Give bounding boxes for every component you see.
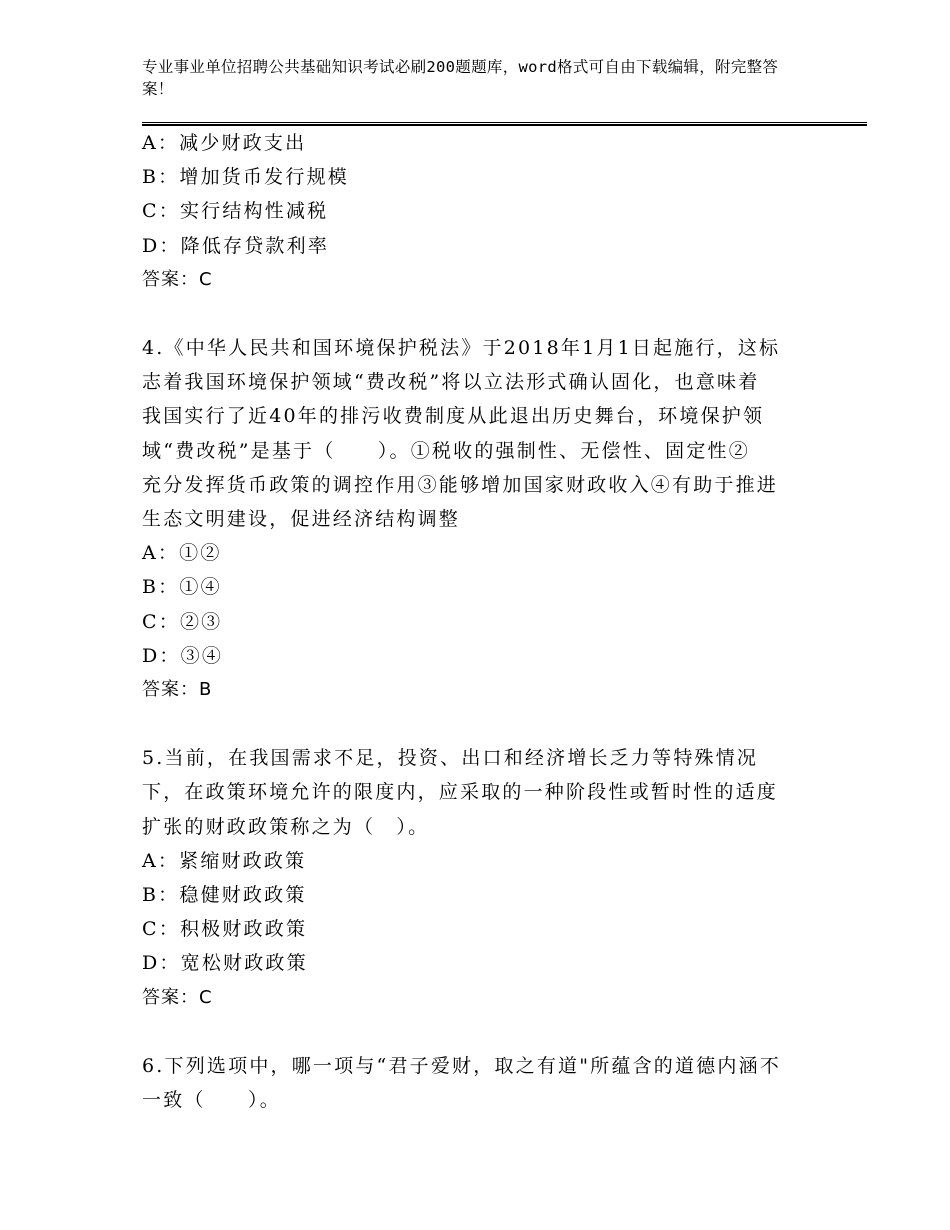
option-d: D：③④ — [142, 644, 224, 667]
stem-line: 6.下列选项中，哪一项与“君子爱财，取之有道"所蕴含的道德内涵不 — [142, 1054, 781, 1077]
stem-line: 志着我国环境保护领域“费改税”将以立法形式确认固化，也意味着 — [142, 371, 760, 394]
question-5-answer: 答案：C — [142, 986, 213, 1008]
question-5-stem — [142, 741, 822, 844]
stem-line: 5.当前，在我国需求不足，投资、出口和经济增长乏力等特殊情况 — [142, 747, 759, 770]
option-d: D：宽松财政政策 — [142, 952, 308, 975]
document-header: 专业事业单位招聘公共基础知识考试必刷200题题库，word格式可自由下载编辑，附完整答案！ — [142, 58, 779, 98]
stem-line: 一致（ ）。 — [142, 1089, 281, 1112]
question-4-answer: 答案：B — [142, 679, 213, 701]
option-a: A：①② — [142, 542, 222, 565]
option-c: C：②③ — [142, 610, 223, 633]
spacer — [142, 297, 822, 331]
stem-line: 4.《中华人民共和国环境保护税法》于2018年1月1日起施行，这标 — [142, 337, 781, 360]
question-3-answer: 答案：C — [142, 268, 213, 290]
option-d: D：降低存贷款利率 — [142, 234, 330, 257]
option-c: C：积极财政政策 — [142, 918, 308, 941]
option-b: B：增加货币发行规模 — [142, 166, 349, 189]
stem-line: 充分发挥货币政策的调控作用③能够增加国家财政收入④有助于推进 — [142, 473, 779, 496]
stem-line: 我国实行了近40年的排污收费制度从此退出历史舞台，环境保护领 — [142, 405, 765, 428]
question-5-options — [142, 844, 822, 981]
spacer — [142, 1015, 822, 1049]
stem-line: 生态文明建设，促进经济结构调整 — [142, 508, 461, 531]
stem-line: 域“费改税”是基于（ ）。①税收的强制性、无偿性、固定性② — [142, 439, 750, 462]
question-4-options — [142, 536, 822, 673]
option-b: B：稳健财政政策 — [142, 884, 307, 907]
header-rule-thin — [142, 122, 867, 123]
stem-line: 下，在政策环境允许的限度内，应采取的一种阶段性或暂时性的适度 — [142, 781, 779, 804]
question-6-stem — [142, 1049, 822, 1117]
spacer — [142, 707, 822, 741]
option-b: B：①④ — [142, 576, 222, 599]
option-a: A：减少财政支出 — [142, 132, 307, 154]
option-c: C：实行结构性减税 — [142, 200, 329, 223]
stem-line: 扩张的财政政策称之为（ ）。 — [142, 815, 430, 838]
option-a: A：紧缩财政政策 — [142, 849, 307, 872]
question-4-stem — [142, 331, 822, 536]
question-content — [142, 126, 822, 1117]
question-3-options — [142, 126, 822, 263]
